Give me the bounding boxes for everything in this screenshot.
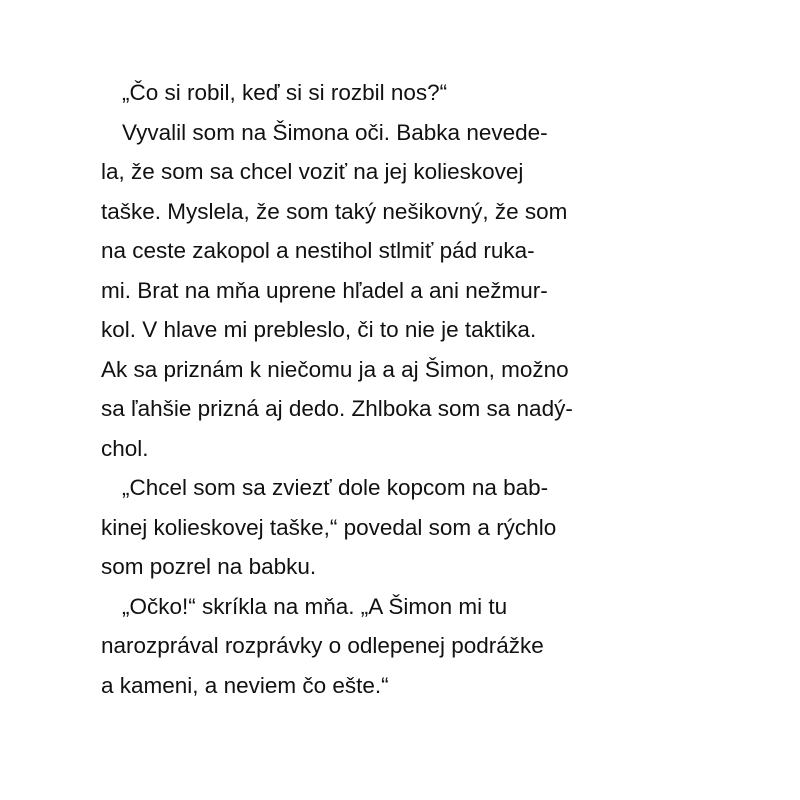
paragraph-line: kinej kolieskovej taške,“ povedal som a rýchlo [101, 514, 557, 540]
paragraph-line: „Chcel som sa zviezť dole kopcom na bab- [122, 475, 549, 500]
paragraph-line: kol. V hlave mi prebleslo, či to nie je taktika. [101, 317, 537, 342]
paragraph-line: na ceste zakopol a nestihol stlmiť pád ruka- [101, 238, 535, 263]
paragraph-line: mi. Brat na mňa uprene hľadel a ani nežmur- [101, 277, 548, 303]
paragraph-line: chol. [101, 435, 149, 461]
paragraph-line: sa ľahšie prizná aj dedo. Zhlboka som sa nadý- [101, 396, 573, 421]
paragraph-line: Vyvalil som na Šimona oči. Babka nevede- [122, 119, 548, 145]
paragraph-line: a kameni, a neviem čo ešte.“ [101, 672, 389, 698]
paragraph-line: som pozrel na babku. [101, 554, 317, 579]
paragraph-line: Ak sa priznám k niečomu ja a aj Šimon, možno [101, 356, 569, 382]
body-text [101, 73, 701, 705]
paragraph-line: taške. Myslela, že som taký nešikovný, že som [101, 198, 568, 224]
paragraph-line: narozprával rozprávky o odlepenej podrážke [101, 633, 544, 658]
paragraph-line: „Očko!“ skríkla na mňa. „A Šimon mi tu [122, 593, 508, 619]
paragraph-line: la, že som sa chcel voziť na jej kolieskovej [101, 159, 524, 184]
paragraph-line: „Čo si robil, keď si si rozbil nos?“ [122, 80, 448, 105]
